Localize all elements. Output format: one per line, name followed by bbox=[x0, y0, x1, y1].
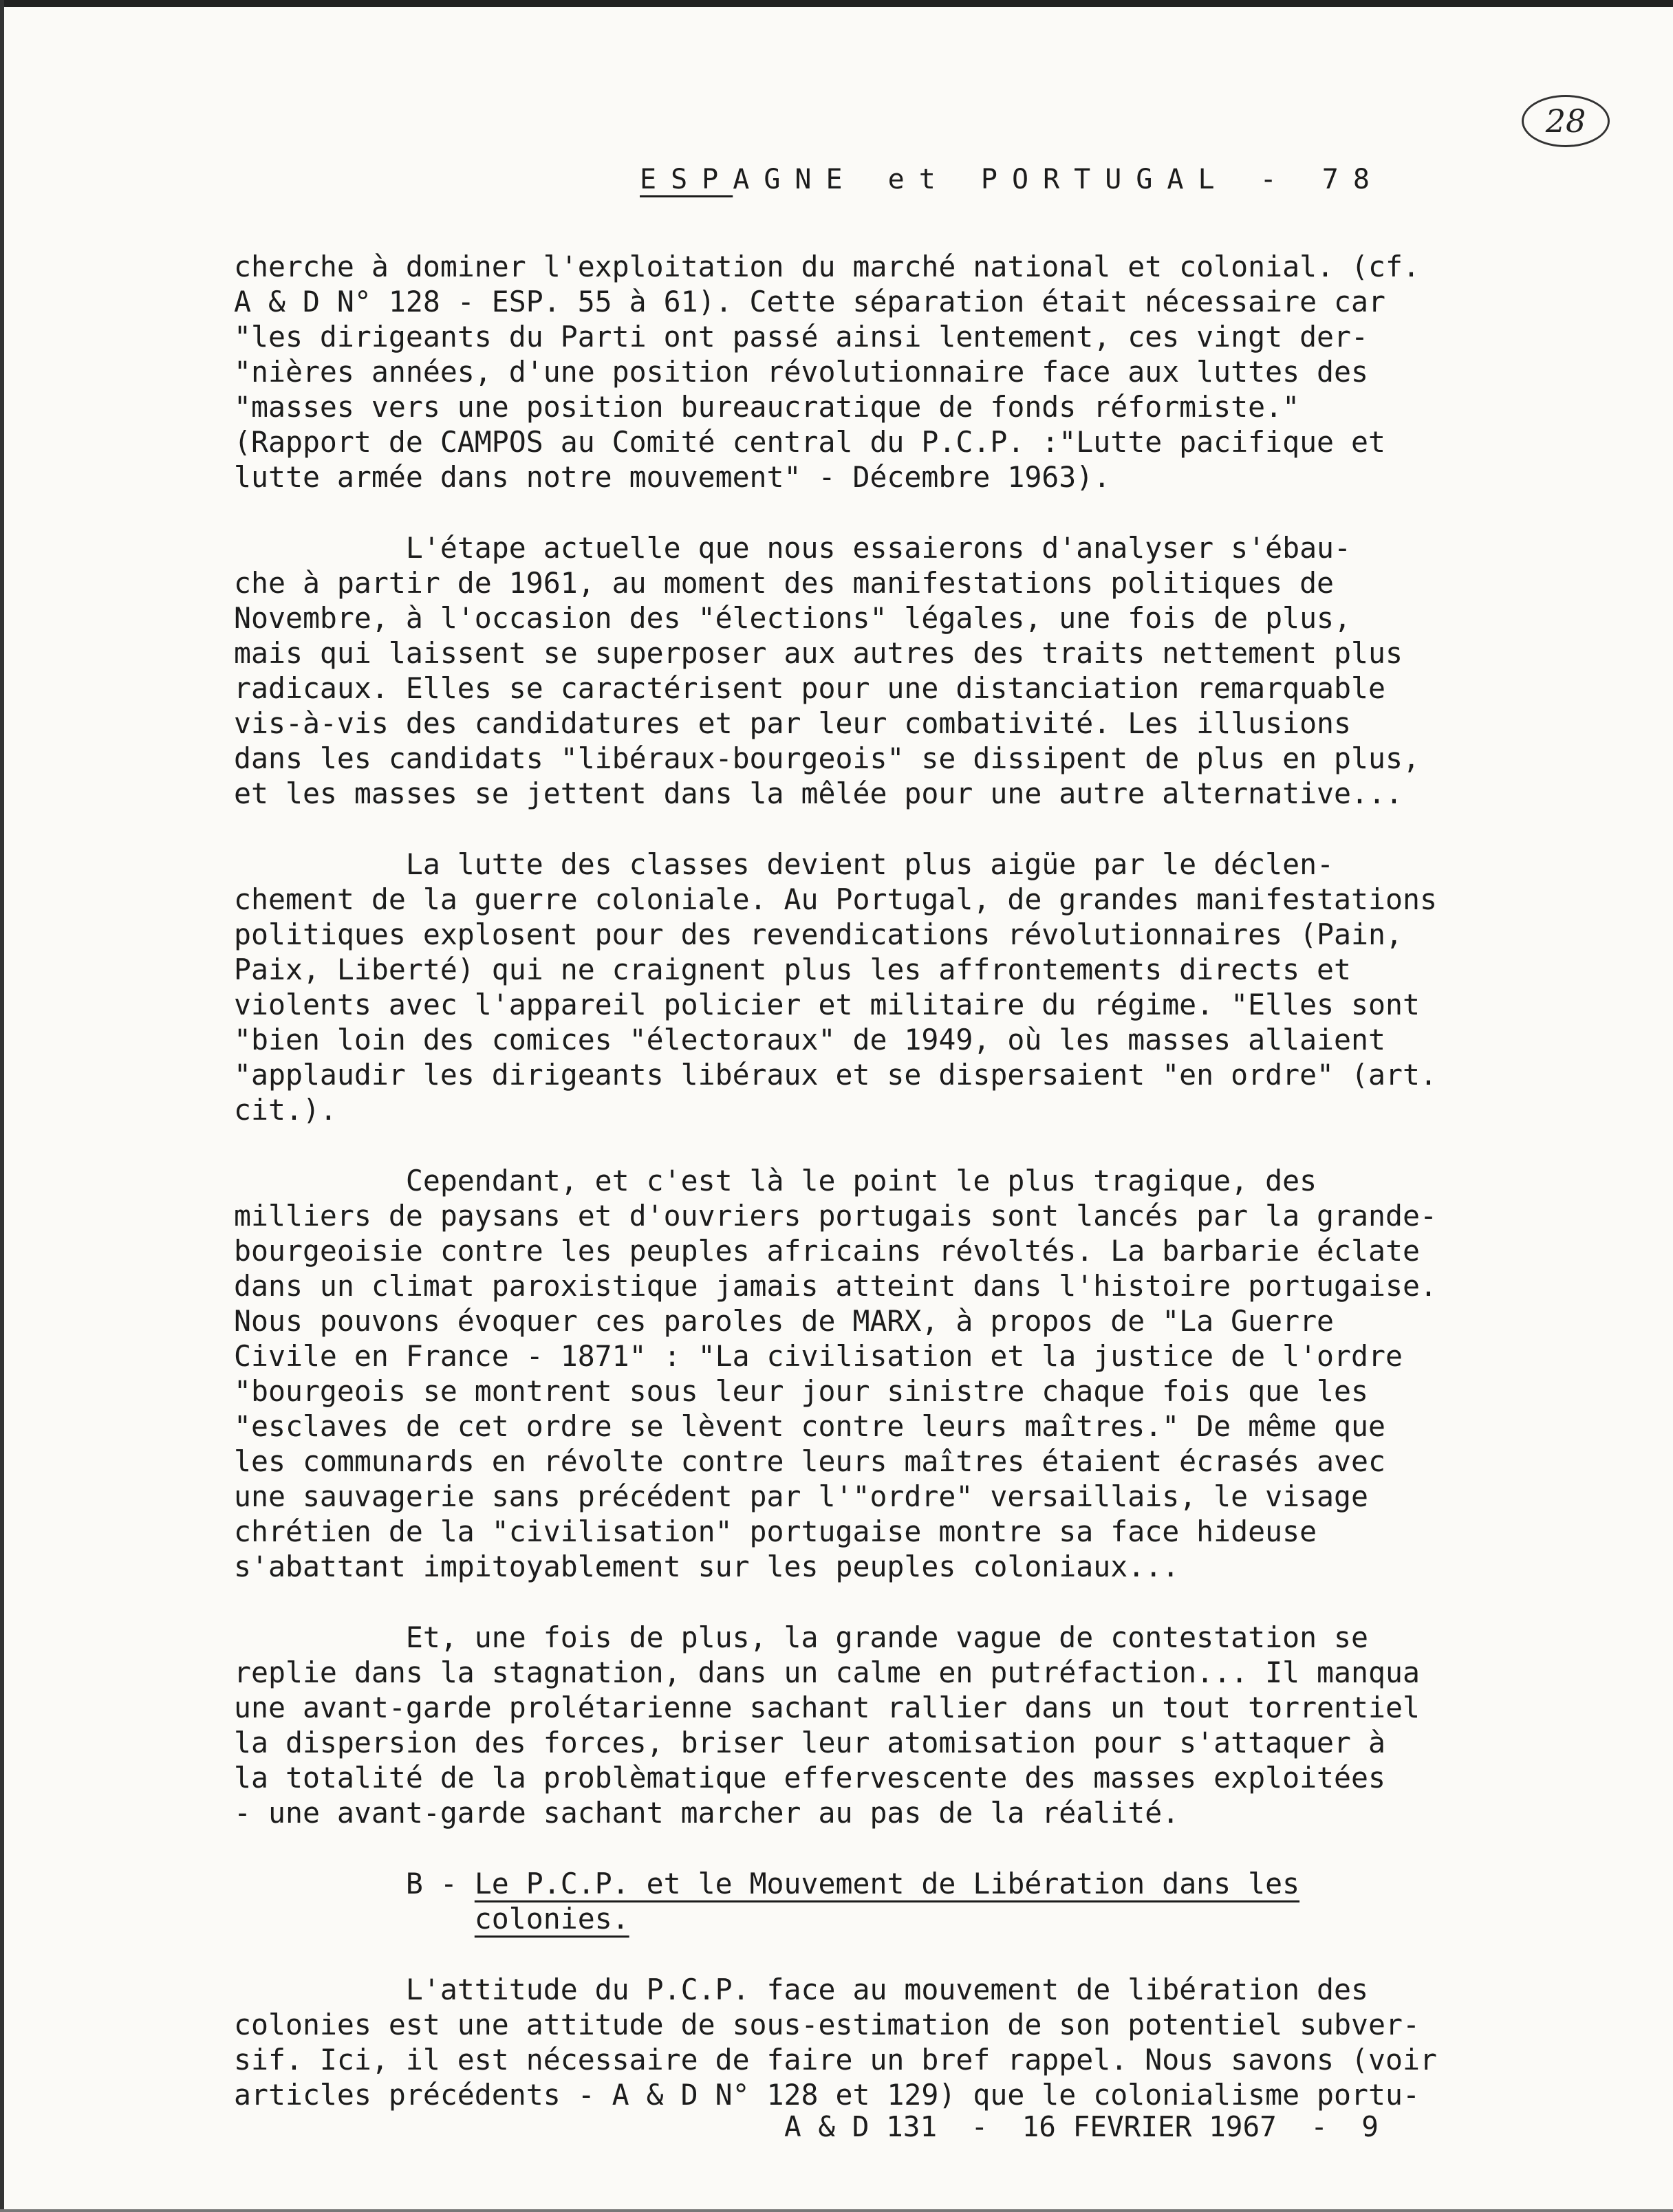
paragraph-5 bbox=[234, 1620, 1541, 1830]
paragraph-1 bbox=[234, 249, 1541, 495]
text-line: Novembre, à l'occasion des "élections" légales, une fois de plus, bbox=[234, 601, 1352, 635]
text-line: mais qui laissent se superposer aux autres des traits nettement plus bbox=[234, 636, 1403, 670]
text-line: articles précédents - A & D N° 128 et 129) que le colonialisme portu- bbox=[234, 2078, 1420, 2112]
paragraph-2 bbox=[234, 530, 1541, 811]
text-line: Paix, Liberté) qui ne craignent plus les affrontements directs et bbox=[234, 953, 1352, 986]
header-rest: AGNE et PORTUGAL - 78 bbox=[733, 164, 1384, 195]
text-line: radicaux. Elles se caractérisent pour une distanciation remarquable bbox=[234, 671, 1386, 705]
text-line: "bourgeois se montrent sous leur jour sinistre chaque fois que les bbox=[234, 1374, 1369, 1408]
text-line: chrétien de la "civilisation" portugaise montre sa face hideuse bbox=[234, 1515, 1317, 1548]
text-line: L'attitude du P.C.P. face au mouvement de libération des bbox=[234, 1973, 1369, 2006]
text-line: politiques explosent pour des revendications révolutionnaires (Pain, bbox=[234, 918, 1403, 951]
text-line: la totalité de la problèmatique effervescente des masses exploitées bbox=[234, 1761, 1386, 1794]
section-title-line2: colonies. bbox=[474, 1902, 629, 1936]
document-body bbox=[234, 249, 1541, 2112]
text-line: lutte armée dans notre mouvement" - Décembre 1963). bbox=[234, 460, 1111, 494]
text-line: "applaudir les dirigeants libéraux et se dispersaient "en ordre" (art. bbox=[234, 1058, 1437, 1092]
text-line: Cependant, et c'est là le point le plus tragique, des bbox=[234, 1164, 1317, 1197]
text-line: dans un climat paroxistique jamais atteint dans l'histoire portugaise. bbox=[234, 1269, 1437, 1303]
text-line: "les dirigeants du Parti ont passé ainsi lentement, ces vingt der- bbox=[234, 320, 1369, 354]
paragraph-3 bbox=[234, 847, 1541, 1127]
text-line: vis-à-vis des candidatures et par leur combativité. Les illusions bbox=[234, 706, 1352, 740]
text-line: sif. Ici, il est nécessaire de faire un bref rappel. Nous savons (voir bbox=[234, 2043, 1437, 2077]
header-underlined: ESP bbox=[640, 164, 733, 195]
text-line: la dispersion des forces, briser leur atomisation pour s'attaquer à bbox=[234, 1726, 1386, 1759]
text-line: une sauvagerie sans précédent par l'"ordre" versaillais, le visage bbox=[234, 1479, 1369, 1513]
text-line: s'abattant impitoyablement sur les peuples coloniaux... bbox=[234, 1550, 1180, 1583]
text-line: colonies est une attitude de sous-estimation de son potentiel subver- bbox=[234, 2008, 1420, 2041]
text-line: "masses vers une position bureaucratique de fonds réformiste." bbox=[234, 390, 1300, 424]
text-line: milliers de paysans et d'ouvriers portugais sont lancés par la grande- bbox=[234, 1199, 1437, 1233]
text-line: A & D N° 128 - ESP. 55 à 61). Cette séparation était nécessaire car bbox=[234, 285, 1386, 318]
page-number-stamp: 28 bbox=[1522, 95, 1610, 147]
text-line: une avant-garde prolétarienne sachant rallier dans un tout torrentiel bbox=[234, 1691, 1420, 1724]
text-line: cherche à dominer l'exploitation du marché national et colonial. (cf. bbox=[234, 250, 1420, 283]
text-line: Nous pouvons évoquer ces paroles de MARX, à propos de "La Guerre bbox=[234, 1304, 1335, 1338]
page-border-left bbox=[0, 0, 4, 2212]
paragraph-4 bbox=[234, 1163, 1541, 1584]
text-line: Et, une fois de plus, la grande vague de contestation se bbox=[234, 1620, 1369, 1654]
text-line: bourgeoisie contre les peuples africains révoltés. La barbarie éclate bbox=[234, 1234, 1420, 1268]
text-line: (Rapport de CAMPOS au Comité central du P.C.P. :"Lutte pacifique et bbox=[234, 425, 1386, 459]
section-title-line1: Le P.C.P. et le Mouvement de Libération dans les bbox=[474, 1867, 1300, 1900]
page-border-bottom bbox=[0, 2209, 1673, 2212]
page-border-top bbox=[0, 0, 1673, 7]
section-prefix: B - bbox=[405, 1867, 475, 1900]
text-line: La lutte des classes devient plus aigüe par le déclen- bbox=[234, 847, 1335, 881]
paragraph-6 bbox=[234, 1972, 1541, 2112]
text-line: replie dans la stagnation, dans un calme en putréfaction... Il manqua bbox=[234, 1656, 1420, 1689]
text-line: Civile en France - 1871" : "La civilisation et la justice de l'ordre bbox=[234, 1339, 1403, 1373]
text-line: "esclaves de cet ordre se lèvent contre leurs maîtres." De même que bbox=[234, 1409, 1386, 1443]
text-line: chement de la guerre coloniale. Au Portugal, de grandes manifestations bbox=[234, 882, 1437, 916]
text-line: et les masses se jettent dans la mêlée pour une autre alternative... bbox=[234, 777, 1403, 810]
text-line: les communards en révolte contre leurs maîtres étaient écrasés avec bbox=[234, 1444, 1386, 1478]
text-line: cit.). bbox=[234, 1093, 337, 1127]
text-line: "nières années, d'une position révolutionnaire face aux luttes des bbox=[234, 355, 1369, 389]
text-line: dans les candidats "libéraux-bourgeois" se dissipent de plus en plus, bbox=[234, 741, 1420, 775]
text-line: "bien loin des comices "électoraux" de 1949, où les masses allaient bbox=[234, 1023, 1386, 1056]
text-line: che à partir de 1961, au moment des manifestations politiques de bbox=[234, 566, 1335, 600]
page-footer: A & D 131 - 16 FEVRIER 1967 - 9 bbox=[784, 2110, 1379, 2143]
text-line: L'étape actuelle que nous essaierons d'analyser s'ébau- bbox=[234, 531, 1352, 565]
text-line: - une avant-garde sachant marcher au pas de la réalité. bbox=[234, 1796, 1180, 1830]
running-header bbox=[640, 164, 1384, 195]
section-heading bbox=[234, 1866, 1541, 1936]
text-line: violents avec l'appareil policier et militaire du régime. "Elles sont bbox=[234, 988, 1420, 1021]
